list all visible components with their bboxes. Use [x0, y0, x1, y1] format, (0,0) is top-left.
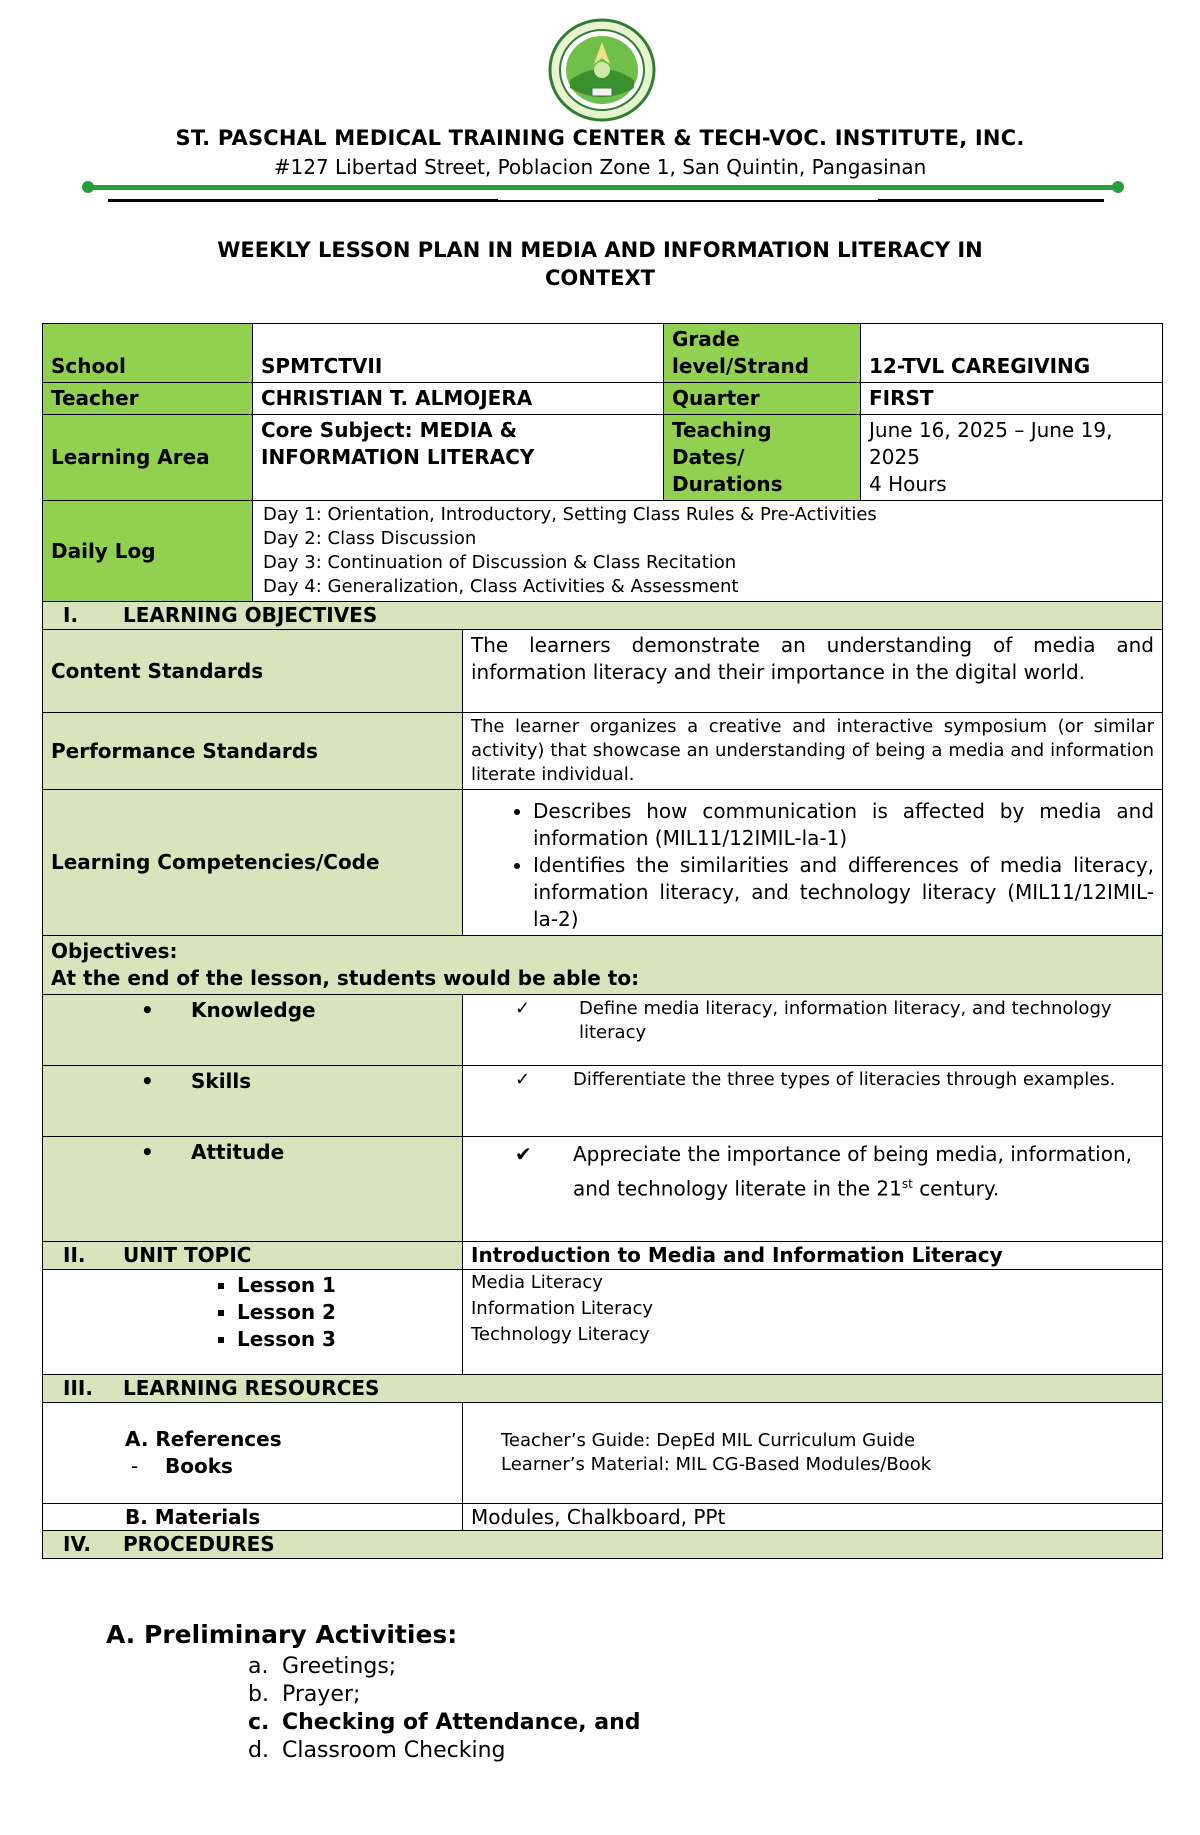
teaching-duration: 4 Hours: [869, 472, 947, 496]
row-lessons: [43, 1270, 1163, 1375]
item-text: Checking of Attendance, and: [282, 1710, 641, 1735]
item-letter: b.: [248, 1682, 269, 1707]
competency-item: • Describes how communication is affected by media and information (MIL11/12IMIL-la-1): [533, 798, 1154, 852]
row-references: [43, 1403, 1163, 1504]
lesson-item: ▪ Lesson 3: [237, 1326, 462, 1353]
item-text: Greetings;: [282, 1654, 397, 1679]
teaching-dates-label-3: Durations: [672, 472, 783, 496]
preliminary-item: [248, 1709, 641, 1737]
daily-log-day: Day 2: Class Discussion: [263, 528, 477, 549]
bullet-icon: •: [141, 1069, 154, 1093]
grade-value: 12-TVL CAREGIVING: [861, 324, 1163, 383]
lesson-plan-table: [42, 323, 1163, 1559]
check-icon: ✔: [515, 1142, 532, 1166]
preliminary-list: [248, 1653, 641, 1765]
row-learning-area: [43, 415, 1163, 501]
school-label: School: [43, 324, 253, 383]
header-black-rule-right: [878, 199, 1104, 202]
school-name: ST. PASCHAL MEDICAL TRAINING CENTER & TECH-VOC. INSTITUTE, INC.: [175, 126, 1025, 150]
teacher-value: CHRISTIAN T. ALMOJERA: [253, 383, 664, 415]
document-title-line-1: WEEKLY LESSON PLAN IN MEDIA AND INFORMATION LITERACY IN: [217, 238, 983, 262]
content-standards-label: Content Standards: [43, 630, 463, 713]
row-performance-standards: [43, 713, 1163, 790]
teaching-dates-value: [861, 415, 1163, 501]
header-green-rule: [88, 185, 1118, 190]
header-black-rule-mid: [498, 200, 878, 202]
section-number: III.: [63, 1376, 93, 1400]
preliminary-item: [248, 1737, 641, 1765]
check-icon: ✓: [515, 998, 531, 1019]
lesson-topic: Information Literacy: [471, 1298, 654, 1319]
section-unit-topic: [43, 1242, 1163, 1270]
materials-label: B. Materials: [43, 1504, 463, 1531]
quarter-value: FIRST: [861, 383, 1163, 415]
row-content-standards: [43, 630, 1163, 713]
lesson-list: [43, 1272, 462, 1353]
performance-standards-value: The learner organizes a creative and interactive symposium (or similar activity) that showcase an understanding of being a media and information literate individual.: [463, 713, 1163, 790]
row-knowledge: [43, 995, 1163, 1066]
objectives-subheading: At the end of the lesson, students would be able to:: [51, 966, 640, 990]
row-attitude: [43, 1137, 1163, 1242]
check-icon: ✓: [515, 1069, 531, 1090]
references-label: A. References: [125, 1427, 282, 1451]
bullet-icon: •: [141, 998, 154, 1022]
daily-log-value: [253, 501, 1163, 602]
attitude-superscript: st: [901, 1177, 913, 1191]
rule-left-dot: [82, 181, 94, 193]
document-title-line-2: CONTEXT: [544, 266, 656, 290]
school-address: #127 Libertad Street, Poblacion Zone 1, San Quintin, Pangasinan: [273, 155, 927, 179]
section-title: PROCEDURES: [123, 1532, 275, 1556]
school-value: SPMTCTVII: [253, 324, 664, 383]
reference-item: Teacher’s Guide: DepEd MIL Curriculum Guide: [501, 1430, 916, 1451]
lesson-topic: Technology Literacy: [471, 1324, 650, 1345]
header-black-rule-left: [108, 199, 498, 202]
learning-area-label: Learning Area: [43, 415, 253, 501]
lesson-item: ▪ Lesson 2: [237, 1299, 462, 1326]
section-number: II.: [63, 1243, 86, 1267]
document-title: [0, 236, 1200, 292]
preliminary-heading: A. Preliminary Activities:: [106, 1620, 458, 1649]
row-teacher: [43, 383, 1163, 415]
item-letter: a.: [248, 1654, 269, 1679]
section-procedures: [43, 1531, 1163, 1559]
attitude-value: Appreciate the importance of being media, information, and technology literate in the 21: [573, 1142, 1132, 1201]
item-letter: c.: [248, 1710, 270, 1735]
section-title: LEARNING RESOURCES: [123, 1376, 380, 1400]
performance-standards-label: Performance Standards: [43, 713, 463, 790]
section-learning-resources: [43, 1375, 1163, 1403]
section-title: LEARNING OBJECTIVES: [123, 603, 378, 627]
unit-topic-title: Introduction to Media and Information Literacy: [463, 1242, 1163, 1270]
skills-value: Differentiate the three types of literacies through examples.: [573, 1069, 1116, 1090]
row-learning-competencies: [43, 790, 1163, 936]
content-standards-value: The learners demonstrate an understanding of media and information literacy and their importance in the digital world.: [463, 630, 1163, 713]
item-letter: d.: [248, 1738, 269, 1763]
teaching-dates-label: [664, 415, 861, 501]
materials-value: Modules, Chalkboard, PPt: [463, 1504, 1163, 1531]
knowledge-label: Knowledge: [191, 998, 316, 1022]
daily-log-day: Day 1: Orientation, Introductory, Setting Class Rules & Pre-Activities: [263, 504, 877, 525]
objectives-heading: Objectives:: [51, 939, 178, 963]
lesson-item: ▪ Lesson 1: [237, 1272, 462, 1299]
grade-label: Grade level/Strand: [664, 324, 861, 383]
bullet-icon: •: [141, 1140, 154, 1164]
row-daily-log: [43, 501, 1163, 602]
preliminary-item: [248, 1681, 641, 1709]
learning-area-value: Core Subject: MEDIA & INFORMATION LITERACY: [253, 415, 664, 501]
rule-right-dot: [1112, 181, 1124, 193]
preliminary-item: [248, 1653, 641, 1681]
item-text: Classroom Checking: [282, 1738, 506, 1763]
daily-log-day: Day 4: Generalization, Class Activities & Assessment: [263, 576, 739, 597]
row-objectives-heading: [43, 936, 1163, 995]
teaching-dates-range: June 16, 2025 – June 19, 2025: [869, 418, 1113, 469]
skills-label: Skills: [191, 1069, 252, 1093]
section-learning-objectives: [43, 602, 1163, 630]
knowledge-value: Define media literacy, information literacy, and technology literacy: [579, 998, 1112, 1043]
school-seal-logo: [548, 18, 656, 122]
teaching-dates-label-2: Dates/: [672, 445, 745, 469]
teacher-label: Teacher: [43, 383, 253, 415]
daily-log-label: Daily Log: [43, 501, 253, 602]
item-text: Prayer;: [282, 1682, 361, 1707]
quarter-label: Quarter: [664, 383, 861, 415]
attitude-value-end: century.: [919, 1176, 1000, 1201]
row-school: [43, 324, 1163, 383]
competency-list: [471, 798, 1154, 933]
section-title: UNIT TOPIC: [123, 1243, 252, 1267]
competency-item: • Identifies the similarities and differences of media literacy, information literacy, and technology literacy (MIL11/12IMIL-la-2): [533, 852, 1154, 933]
books-label: Books: [165, 1454, 233, 1478]
teaching-dates-label-1: Teaching: [672, 418, 772, 442]
row-materials: [43, 1504, 1163, 1531]
attitude-label: Attitude: [191, 1140, 285, 1164]
reference-item: Learner’s Material: MIL CG-Based Modules/Book: [501, 1454, 932, 1475]
lesson-topic: Media Literacy: [471, 1272, 603, 1293]
row-skills: [43, 1066, 1163, 1137]
dash-icon: -: [131, 1454, 139, 1478]
learning-competencies-value: [463, 790, 1163, 936]
daily-log-day: Day 3: Continuation of Discussion & Class Recitation: [263, 552, 737, 573]
section-number: I.: [63, 603, 79, 627]
section-number: IV.: [63, 1532, 91, 1556]
learning-competencies-label: Learning Competencies/Code: [43, 790, 463, 936]
